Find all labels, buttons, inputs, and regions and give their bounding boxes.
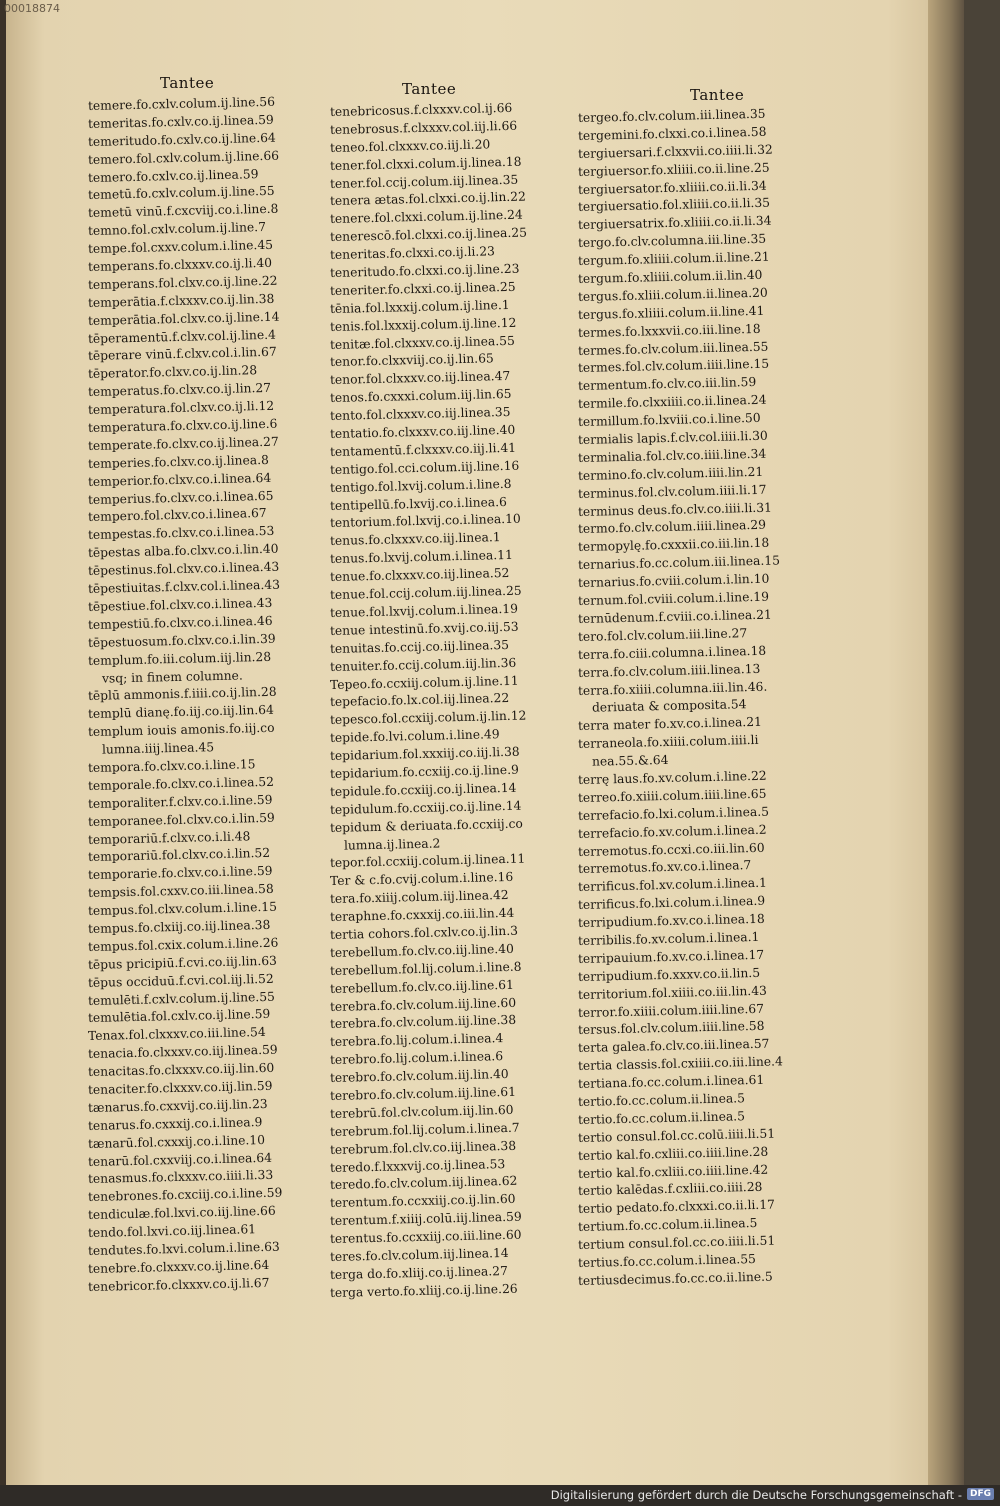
index-entry: tertia cohors.fol.cxlv.co.ij.lin.3 — [329, 923, 519, 942]
index-entry: tempestiū.fo.clxv.co.i.linea.46 — [87, 613, 273, 632]
index-entry: termes.fo.lxxxvii.co.iii.line.18 — [577, 321, 761, 340]
dfg-logo: DFG — [967, 1488, 994, 1500]
index-entry: tempe.fol.cxxv.colum.i.line.45 — [87, 237, 274, 257]
index-entry: tertius.fo.cc.colum.i.linea.55 — [577, 1251, 757, 1270]
index-entry: tepidarium.fol.xxxiij.co.iij.li.38 — [329, 744, 520, 764]
index-entry: tenue.fol.lxvij.colum.i.linea.19 — [329, 601, 519, 620]
index-entry: tenus.fo.lxvij.colum.i.linea.11 — [329, 548, 513, 567]
index-entry: tener.fol.clxxi.colum.ij.linea.18 — [329, 154, 522, 173]
index-entry: temetū vinū.f.cxcviij.co.i.line.8 — [87, 202, 279, 221]
index-entry: temperies.fo.clxv.co.ij.linea.8 — [87, 452, 269, 471]
index-entry: terga do.fo.xliij.co.ij.linea.27 — [329, 1263, 508, 1282]
index-entry: terrę laus.fo.xv.colum.i.line.22 — [577, 768, 767, 787]
index-entry: tertium consul.fol.cc.co.iiii.li.51 — [577, 1233, 776, 1253]
index-entry: tertiana.fo.cc.colum.i.linea.61 — [577, 1072, 765, 1092]
index-entry: terripudium.fo.xxxv.co.ii.lin.5 — [577, 965, 761, 984]
index-entry: tergus.fo.xliii.colum.ii.linea.20 — [577, 285, 768, 304]
index-entry: deriuata & composita.54 — [591, 697, 747, 716]
index-entry: Tenax.fol.clxxxv.co.iii.line.54 — [87, 1025, 266, 1044]
index-entry: tergum.fo.xliiii.colum.ii.line.21 — [577, 249, 770, 269]
index-entry: terrificus.fol.xv.colum.i.linea.1 — [577, 876, 768, 895]
index-entry: terebro.fo.clv.colum.iij.line.61 — [329, 1084, 517, 1103]
index-entry: tergiuersatrix.fo.xliiii.co.ii.li.34 — [577, 213, 772, 233]
index-entry: terebra.fo.clv.colum.iij.line.60 — [329, 995, 517, 1014]
index-entry: terripauium.fo.xv.co.i.linea.17 — [577, 947, 765, 966]
index-entry: temperior.fo.clxv.co.i.linea.64 — [87, 470, 272, 489]
index-entry: ternarius.fo.cc.colum.iii.linea.15 — [577, 553, 781, 573]
index-entry: temperātia.fol.clxv.co.ij.line.14 — [87, 309, 280, 328]
index-entry: termillum.fo.lxviii.co.i.line.50 — [577, 410, 761, 430]
index-entry: tepidulum.fo.ccxiij.co.ij.line.14 — [329, 798, 522, 817]
index-entry: tempus.fol.clxv.colum.i.line.15 — [87, 899, 278, 919]
index-entry: tenera ætas.fol.clxxi.co.ij.lin.22 — [329, 190, 526, 209]
index-entry: tentorium.fol.lxvij.co.i.linea.10 — [329, 512, 521, 531]
index-entry: tenarū.fol.cxxviij.co.i.linea.64 — [87, 1150, 273, 1169]
column-1 — [88, 74, 282, 1297]
index-entry: tenebrosus.f.clxxxv.col.iij.li.66 — [329, 118, 518, 137]
index-entry: terraneola.fo.xiiii.colum.iiii.li — [577, 733, 759, 752]
index-entry: temperatura.fo.clxv.co.ij.line.6 — [87, 416, 278, 436]
index-entry: tergiuersator.fo.xliiii.co.ii.li.34 — [577, 178, 767, 197]
index-entry: tenebricosus.f.clxxxv.col.ij.66 — [329, 100, 513, 119]
index-entry: terebra.fo.clv.colum.iij.line.38 — [329, 1013, 517, 1032]
index-entry: tertio consul.fol.cc.colū.iiii.li.51 — [577, 1126, 776, 1145]
index-entry: terebro.fo.lij.colum.i.linea.6 — [329, 1049, 504, 1068]
index-entry: tenue.fo.clxxxv.co.iij.linea.52 — [329, 566, 510, 585]
index-entry: teraphne.fo.cxxxij.co.iii.lin.44 — [329, 905, 515, 925]
index-entry: tēperare vinū.f.clxv.col.i.lin.67 — [87, 345, 277, 364]
index-entry: tergum.fo.xliiii.colum.ii.lin.40 — [577, 267, 763, 287]
column-heading: Tantee — [160, 74, 215, 92]
index-entry: terebellum.fo.clv.co.iij.line.61 — [329, 977, 515, 996]
entry-list — [577, 106, 783, 1291]
index-entry: tēpestiue.fol.clxv.co.i.linea.43 — [87, 595, 273, 614]
index-entry: terebrū.fol.clv.colum.iij.lin.60 — [329, 1102, 514, 1121]
index-entry: tepide.fo.lvi.colum.i.line.49 — [329, 727, 500, 746]
index-entry: tendiculæ.fol.lxvi.co.iij.line.66 — [87, 1203, 276, 1223]
index-entry: tertio kal.fo.cxliii.co.iiii.line.42 — [577, 1162, 769, 1181]
index-entry: terrefacio.fo.xv.colum.i.linea.2 — [577, 822, 767, 841]
index-entry: terra.fo.xiiii.columna.iii.lin.46. — [577, 679, 768, 698]
index-entry: terebellum.fo.clv.co.iij.line.40 — [329, 941, 515, 960]
index-entry: tentatio.fo.clxxxv.co.iij.line.40 — [329, 422, 516, 442]
index-entry: tersus.fol.clv.colum.iiii.line.58 — [577, 1019, 765, 1038]
index-entry: temperātia.f.clxxxv.co.ij.lin.38 — [87, 291, 275, 310]
page-signature: 00018874 — [4, 2, 60, 15]
index-entry: tēpus occiduū.f.cvi.col.iij.li.52 — [87, 971, 274, 990]
index-entry: tentipellū.fo.lxvij.co.i.linea.6 — [329, 494, 508, 513]
index-entry: terminus deus.fo.clv.co.iiii.li.31 — [577, 500, 773, 519]
index-entry: tergiuersor.fo.xliiii.co.ii.line.25 — [577, 160, 770, 179]
index-entry: tenebre.fo.clxxxv.co.ij.line.64 — [87, 1257, 270, 1276]
index-entry: tentigo.fol.cci.colum.iij.line.16 — [329, 458, 520, 477]
index-entry: tenarus.fo.cxxxij.co.i.linea.9 — [87, 1114, 263, 1133]
index-entry: tepidarium.fo.ccxiij.co.ij.line.9 — [329, 762, 519, 781]
column-3 — [578, 86, 783, 1291]
index-entry: tener.fol.ccij.colum.iij.linea.35 — [329, 172, 519, 191]
index-entry: tepidule.fo.ccxiij.co.ij.linea.14 — [329, 780, 517, 799]
index-entry: tenue intestinū.fo.xvij.co.iij.53 — [329, 619, 519, 638]
index-entry: tertio.fo.cc.colum.ii.linea.5 — [577, 1091, 746, 1109]
index-entry: tempestas.fo.clxv.co.i.linea.53 — [87, 524, 275, 543]
index-entry: termopylę.fo.cxxxii.co.iii.lin.18 — [577, 536, 770, 555]
index-entry: tempus.fo.clxiij.co.iij.linea.38 — [87, 917, 271, 936]
index-entry: terremotus.fo.ccxi.co.iii.lin.60 — [577, 840, 765, 859]
index-entry: tēnia.fol.lxxxij.colum.ij.line.1 — [329, 297, 510, 316]
index-entry: tertia classis.fol.cxiiii.co.iii.line.4 — [577, 1054, 783, 1074]
index-entry: temero.fol.cxlv.colum.ij.line.66 — [87, 148, 280, 167]
index-entry: tero.fol.clv.colum.iii.line.27 — [577, 625, 748, 644]
index-entry: temporarie.fo.clxv.co.i.line.59 — [87, 864, 273, 883]
index-entry: tēperator.fo.clxv.co.ij.lin.28 — [87, 363, 258, 382]
index-entry: termo.fo.clv.colum.iiii.linea.29 — [577, 518, 767, 537]
index-entry: tempero.fol.clxv.co.i.linea.67 — [87, 506, 267, 525]
index-entry: terebrum.fol.clv.co.iij.linea.38 — [329, 1138, 517, 1157]
index-entry: terebrum.fol.lij.colum.i.linea.7 — [329, 1120, 520, 1139]
index-entry: Tepeo.fo.ccxiij.colum.ij.line.11 — [329, 673, 519, 692]
index-entry: tenasmus.fo.clxxxv.co.iiii.li.33 — [87, 1168, 274, 1187]
index-entry: termile.fo.clxxiiii.co.ii.linea.24 — [577, 392, 767, 412]
index-entry: tertio kal.fo.cxliii.co.iiii.line.28 — [577, 1144, 769, 1163]
index-entry: temperate.fo.clxv.co.ij.linea.27 — [87, 434, 279, 453]
index-entry: tēpestiuitas.f.clxv.col.i.linea.43 — [87, 577, 281, 597]
index-entry: tepefacio.fo.lx.col.iij.linea.22 — [329, 691, 510, 710]
index-entry: tenor.fo.clxxviij.co.ij.lin.65 — [329, 351, 494, 370]
index-entry: termes.fo.clv.colum.iii.linea.55 — [577, 339, 769, 358]
index-entry: tendutes.fo.lxvi.colum.i.line.63 — [87, 1239, 280, 1258]
index-entry: temperans.fol.clxv.co.ij.line.22 — [87, 273, 278, 292]
index-entry: terga verto.fo.xliij.co.ij.line.26 — [329, 1281, 518, 1300]
index-entry: tēpestuosum.fo.clxv.co.i.lin.39 — [87, 631, 276, 650]
index-entry: tento.fol.clxxxv.co.iij.linea.35 — [329, 405, 511, 424]
index-entry: tenerescō.fol.clxxi.co.ij.linea.25 — [329, 225, 528, 245]
index-entry: terminus.fol.clv.colum.iiii.li.17 — [577, 482, 767, 501]
index-entry: termentum.fo.clv.co.iii.lin.59 — [577, 375, 757, 394]
index-entry: tænarū.fol.cxxxij.co.i.line.10 — [87, 1132, 266, 1151]
index-entry: temero.fo.cxlv.co.ij.linea.59 — [87, 166, 259, 185]
index-entry: tertio.fo.cc.colum.ii.linea.5 — [577, 1109, 746, 1127]
index-entry: tenis.fol.lxxxij.colum.ij.line.12 — [329, 315, 517, 334]
index-entry: templum iouis amonis.fo.iij.co — [87, 720, 275, 740]
index-entry: temporariū.fol.clxv.co.i.lin.52 — [87, 846, 271, 865]
index-entry: tenaciter.fo.clxxxv.co.iij.lin.59 — [87, 1078, 273, 1097]
index-entry: vsq; in finem columne. — [101, 667, 243, 686]
index-entry: tenos.fo.cxxxi.colum.iij.lin.65 — [329, 387, 512, 406]
page-edge — [928, 0, 964, 1506]
footer-bar — [0, 1485, 1000, 1506]
index-entry: temetū.fo.cxlv.colum.ij.line.55 — [87, 184, 275, 203]
index-entry: tēpestinus.fol.clxv.co.i.linea.43 — [87, 559, 280, 579]
index-entry: tenor.fol.clxxxv.co.iij.linea.47 — [329, 369, 511, 388]
column-heading: Tantee — [402, 80, 457, 98]
index-entry: tenue.fol.ccij.colum.iij.linea.25 — [329, 583, 522, 603]
index-entry: teneritas.fo.clxxi.co.ij.li.23 — [329, 244, 496, 263]
index-entry: tertio pedato.fo.clxxxi.co.ii.li.17 — [577, 1197, 776, 1217]
index-entry: temulēti.f.cxlv.colum.ij.line.55 — [87, 989, 276, 1008]
index-entry: ternum.fol.cviii.colum.i.line.19 — [577, 589, 770, 609]
index-entry: tenacitas.fo.clxxxv.co.iij.lin.60 — [87, 1060, 275, 1080]
index-entry: temperatus.fo.clxv.co.ij.lin.27 — [87, 381, 272, 400]
index-entry: Ter & c.fo.cvij.colum.i.line.16 — [329, 870, 514, 889]
index-entry: temeritas.fo.cxlv.co.ij.linea.59 — [87, 112, 274, 131]
footer-credit: Digitalisierung gefördert durch die Deutsche Forschungsgemeinschaft - — [550, 1488, 962, 1502]
index-entry: ternarius.fo.cviii.colum.i.lin.10 — [577, 571, 770, 591]
index-entry: tenitæ.fol.clxxxv.co.ij.linea.55 — [329, 333, 515, 352]
index-entry: ternūdenum.f.cviii.co.i.linea.21 — [577, 607, 772, 626]
index-entry: templū dianę.fo.iij.co.iij.lin.64 — [87, 703, 274, 722]
index-entry: tempsis.fol.cxxv.co.iii.linea.58 — [87, 881, 274, 901]
index-entry: terentum.f.xiiij.colū.iij.linea.59 — [329, 1209, 522, 1229]
index-entry: teneritudo.fo.clxxi.co.ij.line.23 — [329, 261, 520, 281]
index-entry: tēperamentū.f.clxv.col.ij.line.4 — [87, 327, 277, 346]
index-entry: teneo.fol.clxxxv.co.iij.li.20 — [329, 137, 491, 155]
index-entry: territorium.fol.xiiii.co.iii.lin.43 — [577, 983, 768, 1002]
index-entry: terreo.fo.xiiii.colum.iiii.line.65 — [577, 786, 767, 805]
index-entry: lumna.iiij.linea.45 — [101, 740, 215, 757]
index-entry: tergo.fo.clv.columna.iii.line.35 — [577, 231, 767, 251]
index-entry: temperans.fo.clxxxv.co.ij.li.40 — [87, 255, 273, 275]
index-entry: tergus.fo.xliiii.colum.ii.line.41 — [577, 303, 765, 322]
index-entry: terribilis.fo.xv.colum.i.linea.1 — [577, 929, 760, 948]
index-entry: tepesco.fol.ccxiij.colum.ij.lin.12 — [329, 708, 527, 728]
entry-list — [87, 94, 283, 1297]
index-entry: tenus.fo.clxxxv.co.iij.linea.1 — [329, 530, 501, 549]
index-entry: teres.fo.clv.colum.iij.linea.14 — [329, 1245, 509, 1264]
index-entry: tēpestas alba.fo.clxv.co.i.lin.40 — [87, 541, 279, 561]
index-entry: terripudium.fo.xv.co.i.linea.18 — [577, 911, 765, 931]
index-entry: terminalia.fol.clv.co.iiii.line.34 — [577, 446, 767, 465]
entry-list — [329, 100, 528, 1303]
index-entry: terebro.fo.clv.colum.iij.lin.40 — [329, 1067, 509, 1086]
index-entry: tentamentū.f.clxxxv.co.iij.li.41 — [329, 440, 517, 459]
index-entry: terror.fo.xiiii.colum.iiii.line.67 — [577, 1001, 765, 1020]
index-entry: tendo.fol.lxvi.co.iij.linea.61 — [87, 1222, 257, 1241]
index-entry: terebellum.fol.lij.colum.i.line.8 — [329, 959, 522, 978]
index-entry: tergeo.fo.clv.colum.iii.linea.35 — [577, 106, 766, 125]
index-entry: temulētia.fol.cxlv.co.ij.line.59 — [87, 1007, 271, 1026]
index-entry: tenacia.fo.clxxxv.co.iij.linea.59 — [87, 1042, 278, 1062]
index-entry: temno.fol.cxlv.colum.ij.line.7 — [87, 220, 267, 239]
index-entry: temporaliter.f.clxv.co.i.line.59 — [87, 792, 273, 811]
index-entry: nea.55.&.64 — [591, 753, 669, 769]
index-entry: teredo.f.lxxxvij.co.ij.linea.53 — [329, 1156, 506, 1175]
index-entry: tentigo.fol.lxvij.colum.i.line.8 — [329, 476, 512, 495]
index-entry: temere.fo.cxlv.colum.ij.line.56 — [87, 94, 276, 113]
index-entry: termialis lapis.f.clv.col.iiii.li.30 — [577, 428, 768, 448]
index-entry: temporariū.f.clxv.co.i.li.48 — [87, 828, 251, 847]
index-entry: tera.fo.xiiij.colum.iij.linea.42 — [329, 888, 509, 907]
index-entry: terra.fo.clv.colum.iiii.linea.13 — [577, 661, 761, 680]
index-entry: tergemini.fo.clxxi.co.i.linea.58 — [577, 124, 767, 143]
index-entry: terrificus.fo.lxi.colum.i.linea.9 — [577, 893, 766, 913]
index-entry: tergiuersatio.fol.xliiii.co.ii.li.35 — [577, 196, 771, 215]
index-entry: temperatura.fol.clxv.co.ij.li.12 — [87, 398, 275, 418]
index-entry: terrefacio.fo.lxi.colum.i.linea.5 — [577, 804, 770, 823]
index-entry: tenebrones.fo.cxciij.co.i.line.59 — [87, 1185, 283, 1205]
index-entry: terentum.fo.ccxxiij.co.ij.lin.60 — [329, 1192, 516, 1211]
index-entry: tepidum & deriuata.fo.ccxiij.co — [329, 816, 523, 835]
index-entry: termino.fo.clv.colum.iiii.lin.21 — [577, 464, 764, 483]
index-entry: tergiuersari.f.clxxvii.co.iiii.li.32 — [577, 142, 773, 161]
column-heading: Tantee — [690, 86, 745, 104]
index-entry: terra mater fo.xv.co.i.linea.21 — [577, 715, 763, 734]
index-entry: temporanee.fol.clxv.co.i.lin.59 — [87, 810, 275, 829]
index-entry: temeritudo.fo.cxlv.co.ij.line.64 — [87, 130, 276, 149]
index-entry: tepor.fol.ccxiij.colum.ij.linea.11 — [329, 851, 526, 871]
index-entry: terra.fo.ciii.columna.i.linea.18 — [577, 643, 767, 662]
index-entry: tertium.fo.cc.colum.ii.linea.5 — [577, 1216, 758, 1235]
index-entry: tēpus pricipiū.f.cvi.co.iij.lin.63 — [87, 953, 278, 972]
index-entry: teredo.fo.clv.colum.iij.linea.62 — [329, 1174, 518, 1193]
index-entry: terebra.fo.lij.colum.i.linea.4 — [329, 1031, 504, 1050]
index-entry: temperius.fo.clxv.co.i.linea.65 — [87, 488, 274, 507]
index-entry: templum.fo.iii.colum.iij.lin.28 — [87, 649, 272, 668]
index-entry: tempora.fo.clxv.co.i.line.15 — [87, 757, 256, 775]
index-entry: tenuitas.fo.ccij.co.iij.linea.35 — [329, 637, 510, 656]
index-entry: tēplū ammonis.f.iiii.co.ij.lin.28 — [87, 685, 277, 704]
index-entry: teneriter.fo.clxxi.co.ij.linea.25 — [329, 279, 516, 298]
column-2 — [330, 80, 527, 1303]
index-entry: tempus.fol.cxix.colum.i.line.26 — [87, 935, 279, 954]
index-entry: lumna.ij.linea.2 — [343, 836, 441, 853]
index-entry: tenuiter.fo.ccij.colum.iij.lin.36 — [329, 655, 517, 674]
index-entry: tænarus.fo.cxxvij.co.iij.lin.23 — [87, 1096, 268, 1115]
index-entry: termes.fol.clv.colum.iiii.line.15 — [577, 357, 770, 376]
index-entry: temporale.fo.clxv.co.i.linea.52 — [87, 774, 275, 793]
index-entry: terta galea.fo.clv.co.iii.linea.57 — [577, 1036, 770, 1056]
index-entry: terentus.fo.ccxxiij.co.iii.line.60 — [329, 1227, 522, 1247]
index-entry: terremotus.fo.xv.co.i.linea.7 — [577, 858, 752, 877]
index-entry: tenebricor.fo.clxxxv.co.ij.li.67 — [87, 1275, 270, 1294]
index-entry: tenere.fol.clxxi.colum.ij.line.24 — [329, 207, 523, 227]
index-entry: tertio kalēdas.f.cxliii.co.iiii.28 — [577, 1180, 763, 1199]
index-entry: tertiusdecimus.fo.cc.co.ii.line.5 — [577, 1269, 773, 1288]
